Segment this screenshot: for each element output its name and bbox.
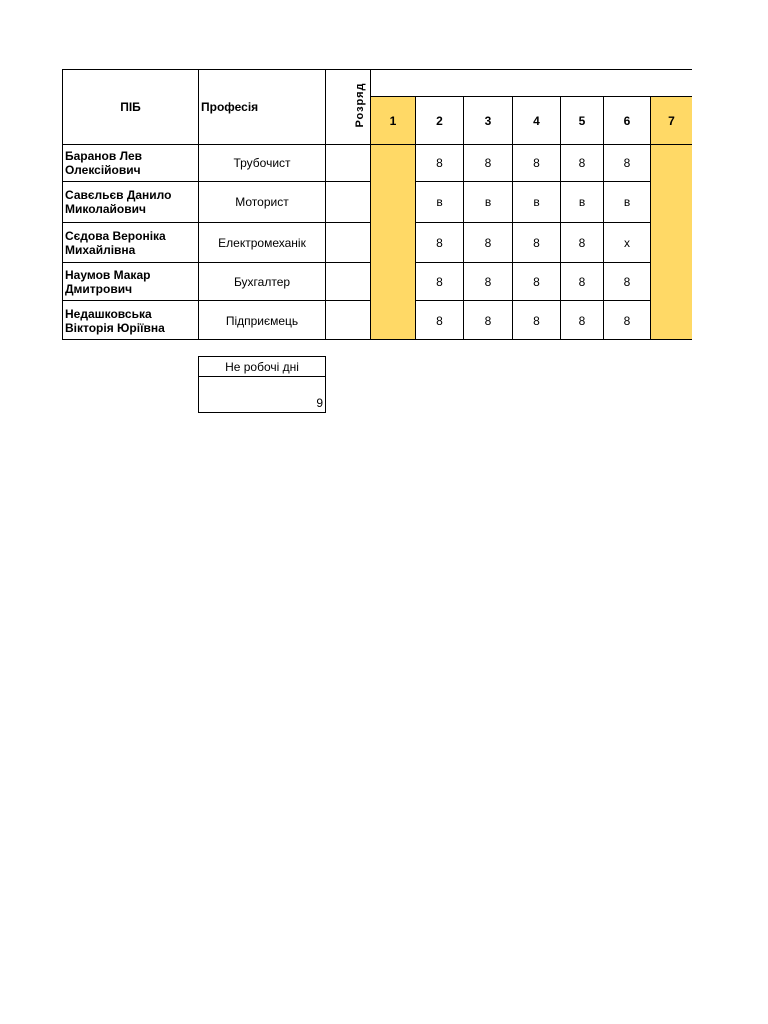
day-value-cell[interactable]: в [578, 195, 586, 209]
border-line [650, 96, 651, 340]
border-line [325, 356, 326, 413]
day-value-cell[interactable]: 8 [436, 313, 443, 328]
border-line [62, 181, 370, 182]
profession-cell[interactable]: Трубочист [233, 156, 291, 170]
border-line [62, 262, 370, 263]
day-value-cell[interactable]: в [533, 195, 540, 209]
day-value-cell[interactable]: 8 [578, 156, 586, 170]
day-value-cell[interactable] [371, 223, 415, 262]
day-value-cell[interactable]: в [484, 195, 492, 209]
day-value-cell[interactable]: 8 [578, 274, 586, 289]
employee-name-cell[interactable]: Сєдова Вероніка Михайлівна [65, 228, 166, 257]
day-value-cell[interactable]: 8 [578, 313, 586, 328]
day-value-cell[interactable]: 8 [578, 235, 586, 250]
day-header-7[interactable]: 7 [668, 113, 675, 128]
border-line [415, 262, 650, 263]
day-value-cell[interactable] [651, 182, 692, 222]
day-value-cell[interactable]: х [624, 235, 630, 250]
profession-cell[interactable]: Електромеханік [218, 235, 306, 250]
timesheet-table [62, 69, 692, 340]
day-header-5[interactable]: 5 [578, 113, 586, 128]
day-value-cell[interactable]: 8 [623, 313, 631, 328]
day-value-cell[interactable]: 8 [484, 274, 492, 289]
border-line [415, 96, 416, 340]
day-value-cell[interactable]: 8 [533, 274, 540, 289]
non-working-days-value[interactable]: 9 [316, 396, 323, 410]
border-line [62, 222, 370, 223]
day-value-cell[interactable]: в [436, 195, 443, 209]
day-value-cell[interactable] [651, 301, 692, 340]
rank-cell[interactable] [326, 301, 370, 340]
border-line [62, 69, 692, 70]
day-value-cell[interactable] [371, 263, 415, 300]
border-line [370, 96, 692, 97]
day-value-cell[interactable]: 8 [484, 235, 492, 250]
day-value-cell[interactable] [371, 301, 415, 340]
profession-cell[interactable]: Бухгалтер [233, 274, 291, 289]
day-header-4[interactable]: 4 [533, 113, 540, 128]
day-value-cell[interactable]: 8 [436, 235, 443, 250]
border-line [62, 339, 692, 340]
day-value-cell[interactable]: 8 [436, 156, 443, 170]
employee-name-cell[interactable]: Наумов Макар Дмитрович [65, 267, 151, 296]
day-value-cell[interactable]: 8 [623, 274, 631, 289]
day-header-2[interactable]: 2 [436, 113, 443, 128]
border-line [62, 300, 370, 301]
border-line [415, 222, 650, 223]
employee-name-cell[interactable]: Недашковська Вікторія Юріївна [65, 306, 165, 335]
header-name[interactable]: ПІБ [120, 100, 141, 114]
day-header-1[interactable]: 1 [389, 113, 397, 128]
border-line [325, 69, 326, 340]
day-header-3[interactable]: 3 [484, 113, 492, 128]
border-line [198, 69, 199, 340]
header-rank[interactable]: Розряд [354, 82, 366, 128]
day-value-cell[interactable] [371, 145, 415, 181]
day-value-cell[interactable]: 8 [533, 235, 540, 250]
border-line [370, 69, 371, 340]
day-value-cell[interactable] [371, 182, 415, 222]
employee-name-cell[interactable]: Савєльєв Данило Миколайович [65, 188, 172, 216]
profession-cell[interactable]: Підприємець [225, 313, 299, 328]
rank-cell[interactable] [326, 223, 370, 262]
day-value-cell[interactable] [651, 145, 692, 181]
rank-cell[interactable] [326, 182, 370, 222]
border-line [62, 69, 63, 340]
day-value-cell[interactable]: 8 [533, 156, 540, 170]
border-line [415, 181, 650, 182]
profession-cell[interactable]: Моторист [235, 195, 289, 209]
border-line [62, 144, 692, 145]
day-value-cell[interactable]: 8 [484, 156, 492, 170]
day-value-cell[interactable]: 8 [436, 274, 443, 289]
day-value-cell[interactable] [651, 263, 692, 300]
header-profession[interactable]: Професія [201, 100, 259, 114]
day-value-cell[interactable]: 8 [623, 156, 631, 170]
rank-cell[interactable] [326, 145, 370, 181]
day-header-6[interactable]: 6 [623, 113, 631, 128]
border-line [198, 412, 326, 413]
day-value-cell[interactable]: в [623, 195, 631, 209]
non-working-days-box [198, 356, 326, 413]
non-working-days-label[interactable]: Не робочі дні [225, 359, 299, 374]
day-value-cell[interactable]: 8 [533, 313, 540, 328]
employee-name-cell[interactable]: Баранов Лев Олексійович [65, 149, 143, 177]
day-value-cell[interactable]: 8 [484, 313, 492, 328]
border-line [603, 96, 604, 340]
day-value-cell[interactable] [651, 223, 692, 262]
border-line [512, 96, 513, 340]
border-line [463, 96, 464, 340]
rank-cell[interactable] [326, 263, 370, 300]
border-line [415, 300, 650, 301]
border-line [560, 96, 561, 340]
